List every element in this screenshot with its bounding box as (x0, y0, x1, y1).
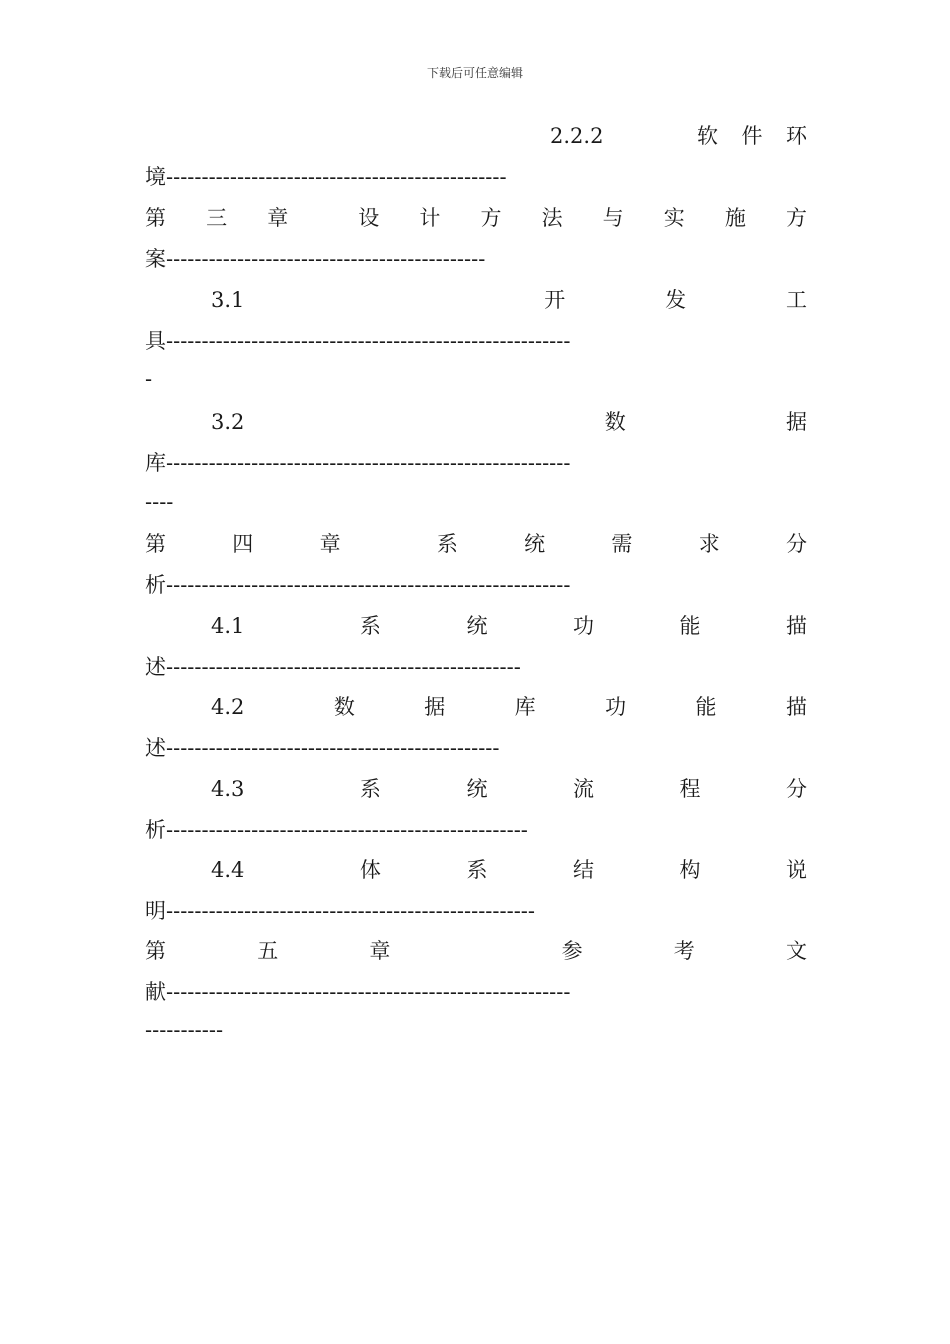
toc-char: 施 (724, 206, 746, 230)
toc-entry-first-line (145, 529, 807, 559)
toc-entry-second-line (145, 652, 521, 682)
dot-leader: ---------------------------------------------------- (166, 899, 535, 923)
toc-char: 第 (145, 206, 166, 230)
toc-char: 统 (524, 532, 546, 556)
toc-entry-wrap-line (145, 1015, 223, 1045)
dot-leader: - (145, 367, 153, 391)
toc-entry-second-line (145, 733, 500, 763)
dot-leader: ----------------------------------------------- (166, 736, 500, 760)
toc-char: 献 (145, 980, 166, 1004)
toc-char: 据 (786, 410, 807, 434)
toc-char: 与 (602, 206, 624, 230)
toc-char: 分 (785, 777, 807, 801)
toc-entry-wrap-line (145, 364, 152, 394)
toc-char: 功 (605, 695, 627, 719)
toc-char: 境 (145, 165, 166, 189)
toc-entry-first-line (145, 285, 807, 315)
toc-entry-second-line (145, 244, 485, 274)
toc-char: 说 (785, 858, 807, 882)
toc-char: 案 (145, 247, 166, 271)
toc-entry-second-line (145, 896, 535, 926)
toc-number: 4.4 (211, 858, 245, 882)
toc-char: 章 (369, 939, 391, 963)
dot-leader: --------------------------------------------------------- (166, 980, 571, 1004)
toc-char: 析 (145, 573, 166, 597)
toc-entry-first-line (145, 692, 807, 722)
toc-char: 据 (424, 695, 446, 719)
toc-char: 件 (741, 124, 763, 148)
toc-char: 计 (419, 206, 441, 230)
toc-char: 发 (665, 288, 687, 312)
toc-char: 体 (359, 858, 381, 882)
toc-entry-first-line (145, 121, 807, 151)
toc-char: 参 (561, 939, 583, 963)
toc-number: 2.2.2 (550, 124, 604, 148)
toc-entry-first-line (145, 203, 807, 233)
toc-char: 五 (257, 939, 279, 963)
toc-char: 三 (206, 206, 228, 230)
toc-char: 第 (145, 939, 166, 963)
toc-char: 描 (785, 614, 807, 638)
dot-leader: --------------------------------------------------------- (166, 451, 571, 475)
toc-entry-second-line (145, 448, 807, 478)
toc-char: 构 (679, 858, 701, 882)
toc-char: 析 (145, 818, 166, 842)
toc-char: 四 (232, 532, 254, 556)
toc-char: 实 (663, 206, 685, 230)
toc-entry-first-line (145, 407, 807, 437)
page-header: 下载后可任意编辑 (426, 66, 523, 80)
toc-char: 系 (359, 777, 381, 801)
toc-char: 能 (695, 695, 717, 719)
toc-char: 系 (466, 858, 488, 882)
toc-entry-second-line (145, 570, 570, 600)
toc-entry-second-line (145, 977, 807, 1007)
toc-char: 具 (145, 329, 166, 353)
toc-char: 描 (785, 695, 807, 719)
toc-char: 程 (679, 777, 701, 801)
toc-entry-first-line (145, 936, 807, 966)
toc-char: 工 (785, 288, 807, 312)
toc-char: 法 (541, 206, 563, 230)
toc-char: 统 (466, 614, 488, 638)
toc-char: 设 (358, 206, 380, 230)
toc-char: 能 (679, 614, 701, 638)
toc-char: 库 (514, 695, 536, 719)
toc-entry-second-line (145, 815, 528, 845)
toc-char: 开 (544, 288, 566, 312)
toc-char: 库 (145, 451, 166, 475)
toc-char: 系 (359, 614, 381, 638)
toc-char: 考 (673, 939, 695, 963)
toc-entry-second-line (145, 162, 507, 192)
dot-leader: --------------------------------------------------------- (166, 573, 571, 597)
toc-char: 统 (466, 777, 488, 801)
toc-char: 第 (145, 532, 166, 556)
toc-char: 明 (145, 899, 166, 923)
toc-char: 分 (785, 532, 807, 556)
toc-entry-first-line (145, 611, 807, 641)
toc-char: 功 (572, 614, 594, 638)
toc-char: 求 (698, 532, 720, 556)
dot-leader: ----------- (145, 1018, 224, 1042)
toc-char: 章 (319, 532, 341, 556)
dot-leader: ------------------------------------------------ (166, 165, 507, 189)
dot-leader: --------------------------------------------------- (166, 818, 528, 842)
toc-char: 章 (267, 206, 289, 230)
dot-leader: --------------------------------------------------------- (166, 329, 571, 353)
toc-number: 3.2 (211, 410, 245, 434)
toc-number: 4.2 (211, 695, 245, 719)
dot-leader: -------------------------------------------------- (166, 655, 521, 679)
toc-char: 环 (785, 124, 807, 148)
toc-number: 4.3 (211, 777, 245, 801)
toc-char: 需 (611, 532, 633, 556)
toc-char: 软 (696, 124, 718, 148)
toc-char: 数 (604, 410, 626, 434)
toc-entry-wrap-line (145, 487, 173, 517)
dot-leader: --------------------------------------------- (166, 247, 486, 271)
dot-leader: ---- (145, 490, 174, 514)
toc-char: 方 (480, 206, 502, 230)
toc-number: 3.1 (211, 288, 245, 312)
toc-entry-second-line (145, 326, 807, 356)
toc-char: 数 (333, 695, 355, 719)
toc-char: 方 (785, 206, 807, 230)
toc-number: 4.1 (211, 614, 245, 638)
toc-entry-first-line (145, 855, 807, 885)
toc-char: 述 (145, 655, 166, 679)
toc-char: 流 (572, 777, 594, 801)
toc-char: 文 (785, 939, 807, 963)
toc-char: 述 (145, 736, 166, 760)
toc-char: 结 (572, 858, 594, 882)
toc-char: 系 (436, 532, 458, 556)
toc-entry-first-line (145, 774, 807, 804)
